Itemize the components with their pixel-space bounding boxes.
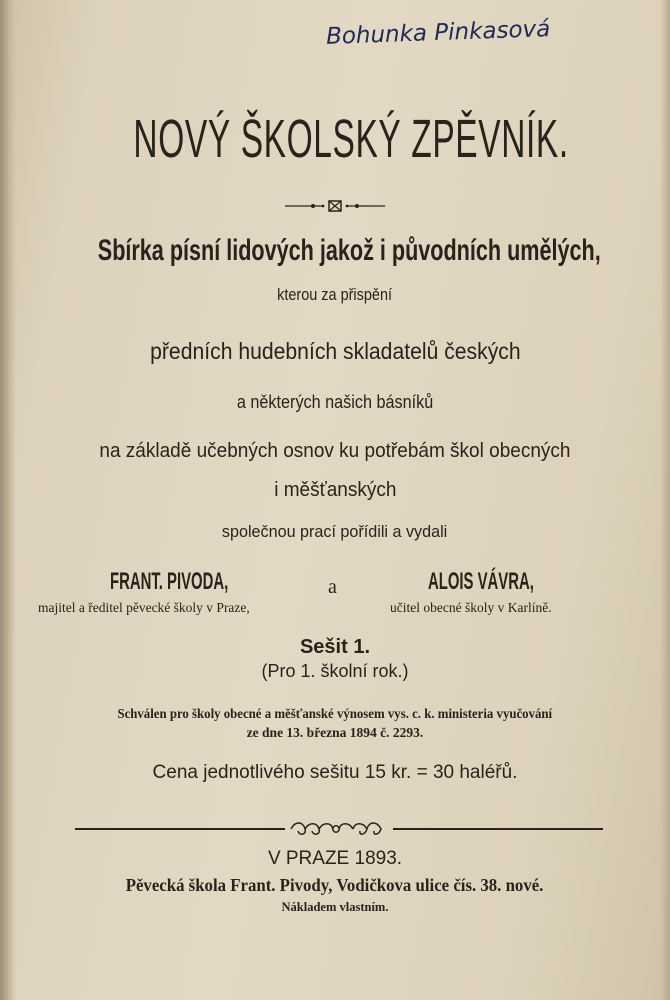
approval-line-2 [0, 725, 670, 741]
approval-line-2-text: ze dne 13. března 1894 č. 2293. [246, 725, 424, 740]
volume-label: Sešit 1. [299, 636, 371, 658]
book-subtitle [0, 234, 670, 268]
imprint-edition-text: Nákladem vlastním. [281, 900, 389, 914]
contribution-line [0, 285, 670, 305]
composers-line-text: předních hudebních skladatelů českých [149, 338, 521, 364]
authors-conjunction: a [328, 576, 337, 598]
school-year-label: (Pro 1. školní rok.) [261, 661, 409, 681]
owner-signature: Bohunka Pinkasová [325, 16, 551, 50]
book-subtitle-text: Sbírka písní lidových jakož i původních umělých, [97, 234, 601, 267]
curriculum-line-text: na základě učebných osnov ku potřebám škol obecných [99, 440, 571, 462]
author-second-role: učitel obecné školy v Karlíně. [390, 600, 552, 615]
divider-left [75, 828, 285, 830]
joint-work-line [0, 522, 670, 542]
author-second-name: ALOIS VÁVRA, [428, 568, 534, 595]
imprint-city-year: V PRAZE 1893. [267, 848, 403, 869]
schools-line-text: i měšťanských [273, 479, 397, 501]
divider-right [393, 828, 603, 830]
schools-line [0, 479, 670, 502]
contribution-line-text: kterou za přispění [277, 285, 393, 304]
author-first-name: FRANT. PIVODA, [110, 568, 229, 595]
poets-line [0, 392, 670, 413]
author-first-role: majitel a ředitel pěvecké školy v Praze, [38, 600, 250, 615]
price-line: Cena jednotlivého sešitu 15 kr. = 30 haléřů. [152, 762, 518, 783]
scroll-ornament-icon [287, 819, 385, 839]
imprint-edition [0, 900, 670, 915]
imprint-publisher-text: Pěvecká škola Frant. Pivody, Vodičkova ulice čís. 38. nové. [126, 875, 544, 895]
approval-line-1 [0, 706, 670, 722]
composers-line [0, 338, 670, 365]
book-title-text: NOVÝ ŠKOLSKÝ ZPĚVNÍK. [133, 109, 569, 169]
book-title [0, 108, 670, 170]
imprint-publisher [0, 875, 670, 896]
approval-line-1-text: Schválen pro školy obecné a měšťanské výnosem vys. c. k. ministeria vyučování [117, 706, 553, 721]
poets-line-text: a některých našich básníků [236, 392, 434, 412]
curriculum-line [0, 440, 670, 463]
joint-work-line-text: společnou prací pořídili a vydali [222, 522, 448, 541]
title-ornament-icon [285, 198, 385, 214]
